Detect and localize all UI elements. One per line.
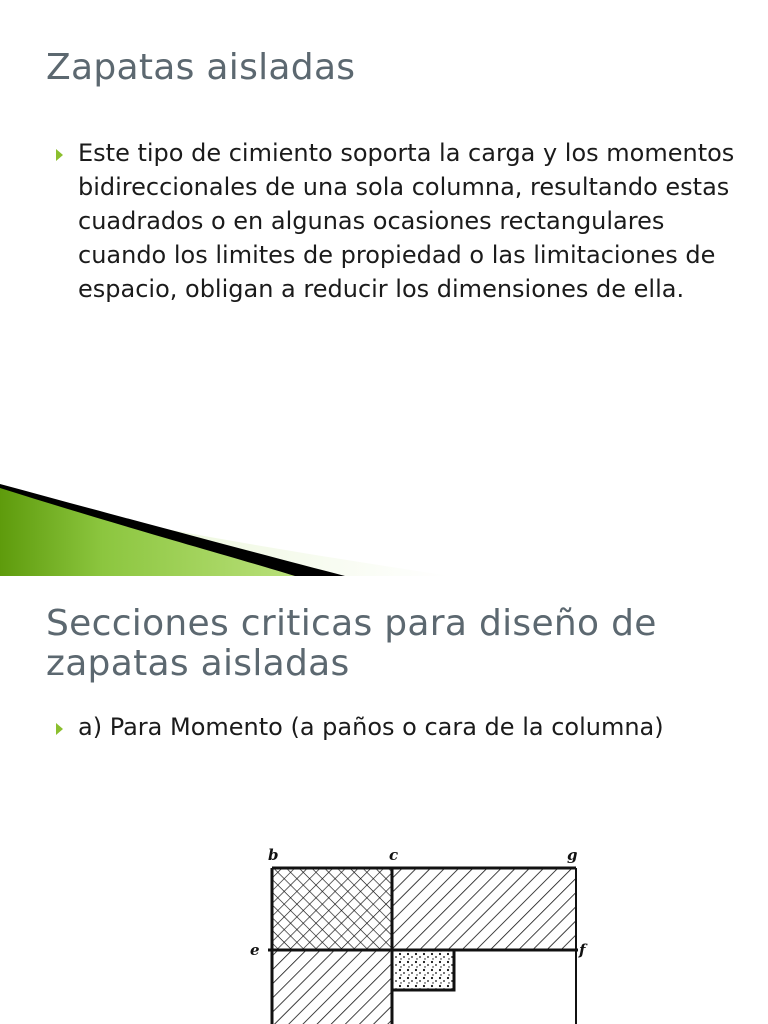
bullet-item bbox=[78, 710, 738, 744]
label-b: b bbox=[268, 846, 279, 864]
slide-title: Zapatas aisladas bbox=[46, 47, 356, 88]
critical-section-diagram bbox=[246, 840, 596, 1024]
label-c: c bbox=[389, 846, 399, 864]
bullet-text: a) Para Momento (a paños o cara de la columna) bbox=[78, 713, 664, 741]
slide-title: Secciones criticas para diseño de zapatas aisladas bbox=[46, 603, 657, 684]
label-f: f bbox=[579, 941, 586, 959]
bullet-list bbox=[78, 710, 738, 744]
bullet-item bbox=[78, 136, 738, 306]
label-e: e bbox=[250, 941, 260, 959]
bullet-text: Este tipo de cimiento soporta la carga y los momentos bidireccionales de una sola columna, resultando estas cuadrados o en algunas ocasiones rectangulares cuando los limites de propiedad o las limitaciones de espacio, obligan a reducir los dimensiones de ella. bbox=[78, 139, 735, 303]
slide-2 bbox=[0, 576, 768, 1024]
hatched-region-right bbox=[392, 868, 576, 950]
hatched-region-bottom bbox=[272, 950, 392, 1024]
bullet-list bbox=[78, 136, 738, 306]
column-section-fill bbox=[392, 950, 454, 990]
cross-hatched-region bbox=[272, 868, 392, 950]
label-g: g bbox=[567, 846, 578, 864]
triangle-right-icon bbox=[56, 149, 63, 161]
triangle-right-icon bbox=[56, 723, 63, 735]
green-swoosh-decoration bbox=[0, 470, 768, 576]
